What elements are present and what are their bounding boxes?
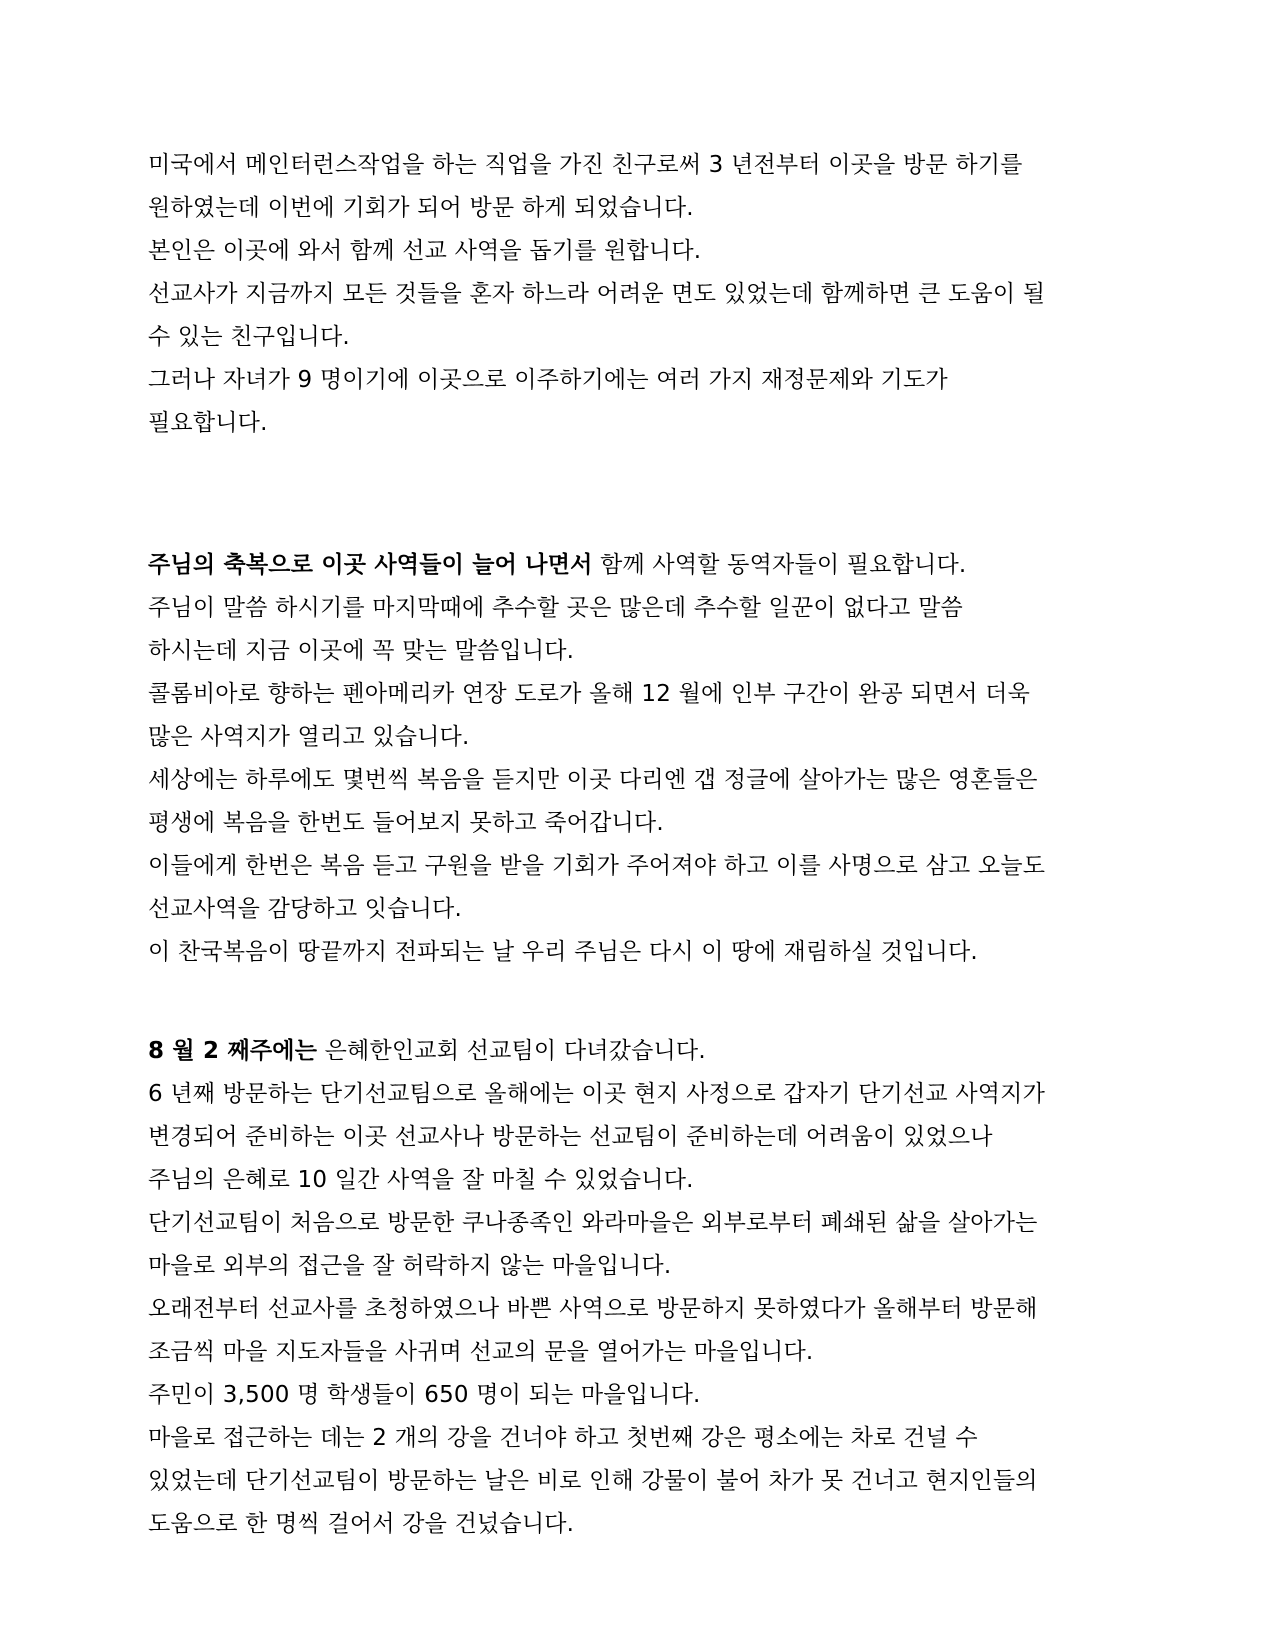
text-line: 평생에 복음을 한번도 들어보지 못하고 죽어갑니다.	[148, 810, 664, 836]
text-line: 주님이 말씀 하시기를 마지막때에 추수할 곳은 많은데 추수할 일꾼이 없다고 말씀	[148, 595, 963, 621]
text-line: 주님의 축복으로 이곳 사역들이 늘어 나면서 함께 사역할 동역자들이 필요합니다.	[148, 552, 967, 578]
text-line: 미국에서 메인터런스작업을 하는 직업을 가진 친구로써 3 년전부터 이곳을 방문 하기를	[148, 152, 1023, 178]
text-line: 수 있는 친구입니다.	[148, 324, 350, 350]
text-line: 변경되어 준비하는 이곳 선교사나 방문하는 선교팀이 준비하는데 어려움이 있었으나	[148, 1124, 993, 1150]
text-line: 이 찬국복음이 땅끝까지 전파되는 날 우리 주님은 다시 이 땅에 재림하실 것입니다.	[148, 939, 978, 965]
text-line: 6 년째 방문하는 단기선교팀으로 올해에는 이곳 현지 사정으로 갑자기 단기선교 사역지가	[148, 1081, 1045, 1107]
text-line: 마을로 접근하는 데는 2 개의 강을 건너야 하고 첫번째 강은 평소에는 차로 건널 수	[148, 1425, 978, 1451]
paragraph-spacer	[148, 445, 1128, 544]
text-line: 도움으로 한 명씩 걸어서 강을 건넜습니다.	[148, 1511, 575, 1537]
paragraph-friend-visit	[148, 144, 1128, 445]
text-line: 본인은 이곳에 와서 함께 선교 사역을 돕기를 원합니다.	[148, 238, 702, 264]
text-line: 세상에는 하루에도 몇번씩 복음을 듣지만 이곳 다리엔 갭 정글에 살아가는 많은 영혼들은	[148, 767, 1038, 793]
text-line: 필요합니다.	[148, 410, 268, 436]
text-line: 조금씩 마을 지도자들을 사귀며 선교의 문을 열어가는 마을입니다.	[148, 1339, 814, 1365]
text-line: 원하였는데 이번에 기회가 되어 방문 하게 되었습니다.	[148, 195, 694, 221]
bold-lead: 주님의 축복으로 이곳 사역들이 늘어 나면서	[148, 552, 593, 578]
text-line: 주민이 3,500 명 학생들이 650 명이 되는 마을입니다.	[148, 1382, 701, 1408]
document-page	[148, 144, 1128, 1546]
paragraph-mission-team	[148, 1030, 1128, 1546]
paragraph-spacer	[148, 974, 1128, 1030]
text-line: 콜롬비아로 향하는 펜아메리카 연장 도로가 올해 12 월에 인부 구간이 완공 되면서 더욱	[148, 681, 1031, 707]
bold-lead: 8 월 2 째주에는	[148, 1038, 318, 1064]
text-line: 주님의 은혜로 10 일간 사역을 잘 마칠 수 있었습니다.	[148, 1167, 694, 1193]
text-line: 오래전부터 선교사를 초청하였으나 바쁜 사역으로 방문하지 못하였다가 올해부터 방문해	[148, 1296, 1038, 1322]
text-line: 선교사가 지금까지 모든 것들을 혼자 하느라 어려운 면도 있었는데 함께하면 큰 도움이 될	[148, 281, 1046, 307]
text-line: 단기선교팀이 처음으로 방문한 쿠나종족인 와라마을은 외부로부터 폐쇄된 삶을 살아가는	[148, 1210, 1038, 1236]
text-line: 마을로 외부의 접근을 잘 허락하지 않는 마을입니다.	[148, 1253, 672, 1279]
paragraph-coworkers-needed	[148, 544, 1128, 974]
text-line: 그러나 자녀가 9 명이기에 이곳으로 이주하기에는 여러 가지 재정문제와 기도가	[148, 367, 948, 393]
text-line: 있었는데 단기선교팀이 방문하는 날은 비로 인해 강물이 불어 차가 못 건너고 현지인들의	[148, 1468, 1038, 1494]
text-line: 선교사역을 감당하고 잇습니다.	[148, 896, 462, 922]
text-line: 하시는데 지금 이곳에 꼭 맞는 말씀입니다.	[148, 638, 575, 664]
text-line: 이들에게 한번은 복음 듣고 구원을 받을 기회가 주어져야 하고 이를 사명으로 삼고 오늘도	[148, 853, 1046, 879]
text-line: 많은 사역지가 열리고 있습니다.	[148, 724, 470, 750]
text-line: 8 월 2 째주에는 은혜한인교회 선교팀이 다녀갔습니다.	[148, 1038, 706, 1064]
